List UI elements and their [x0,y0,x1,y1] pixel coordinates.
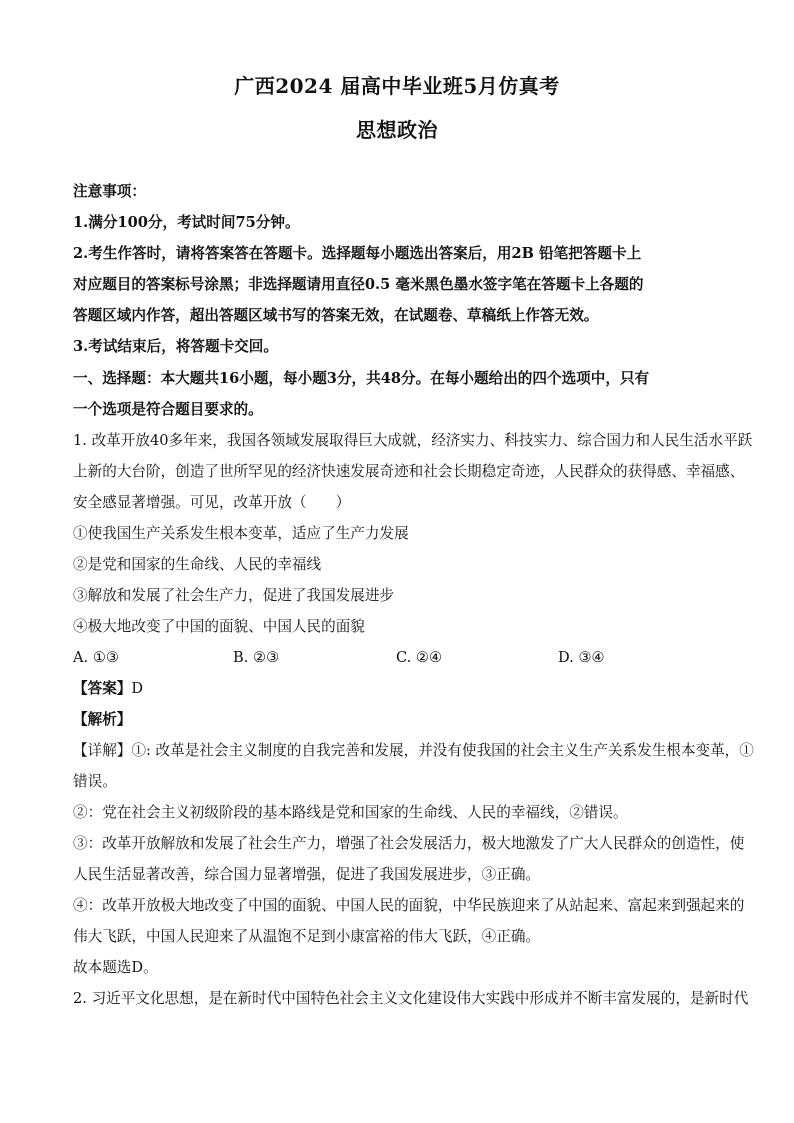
q1-stem-line-1: 1. 改革开放40多年来，我国各领域发展取得巨大成就，经济实力、科技实力、综合国力和人民生活水平跃 [73,432,753,449]
q2-stem-line-1: 2. 习近平文化思想，是在新时代中国特色社会主义文化建设伟大实践中形成并不断丰富发展的，是新时代 [73,990,749,1007]
notice-item-2-line-2: 对应题目的答案标号涂黑；非选择题请用直径0.5 毫米黑色墨水签字笔在答题卡上各题的 [73,276,644,293]
q1-conclusion: 故本题选D。 [73,959,158,976]
exam-subject: 思想政治 [356,118,438,142]
q1-stem-line-3: 安全感显著增强。可见，改革开放（ ） [73,494,351,511]
q1-statement-4: ④极大地改变了中国的面貌、中国人民的面貌 [73,618,365,635]
q1-statement-1: ①使我国生产关系发生根本变革，适应了生产力发展 [73,525,409,542]
q1-option-d: D. ③④ [558,649,605,666]
notice-heading: 注意事项： [73,183,146,200]
section-heading-line-1: 一、选择题：本大题共16小题，每小题3分，共48分。在每小题给出的四个选项中，只有 [73,370,650,387]
q1-detail-1-line-1: 【详解】①: 改革是社会主义制度的自我完善和发展，并没有使我国的社会主义生产关系发生根本变革，① [73,742,754,759]
q1-stem-line-2: 上新的大台阶，创造了世所罕见的经济快速发展奇迹和社会长期稳定奇迹，人民群众的获得感、幸福感、 [73,463,745,480]
q1-detail-1-line-2: 错误。 [73,773,117,790]
exam-title: 广西2024 届高中毕业班5月仿真考 [234,74,560,98]
q1-detail-3-line-2: 人民生活显著改善，综合国力显著增强，促进了我国发展进步，③正确。 [73,866,541,883]
answer-value: D [131,680,144,697]
q1-detail-4-line-2: 伟大飞跃，中国人民迎来了从温饱不足到小康富裕的伟大飞跃，④正确。 [73,928,541,945]
notice-item-2-line-1: 2.考生作答时，请将答案答在答题卡。选择题每小题选出答案后，用2B 铅笔把答题卡上 [73,245,642,262]
q1-statement-2: ②是党和国家的生命线、人民的幸福线 [73,556,322,573]
q1-option-a: A. ①③ [73,649,119,666]
notice-item-2-line-3: 答题区域内作答，超出答题区域书写的答案无效，在试题卷、草稿纸上作答无效。 [73,307,599,324]
q1-option-b: B. ②③ [233,649,280,666]
answer-label: 【答案】 [73,680,132,697]
notice-item-1: 1.满分100分，考试时间75分钟。 [73,214,300,231]
q1-detail-4-line-1: ④：改革开放极大地改变了中国的面貌、中国人民的面貌，中华民族迎来了从站起来、富起来到强起来的 [73,897,745,914]
q1-analysis-label: 【解析】 [73,711,132,728]
q1-statement-3: ③解放和发展了社会生产力，促进了我国发展进步 [73,587,395,604]
section-heading-line-2: 一个选项是符合题目要求的。 [73,401,263,418]
q1-detail-2: ②：党在社会主义初级阶段的基本路线是党和国家的生命线、人民的幸福线，②错误。 [73,804,628,821]
q1-detail-3-line-1: ③：改革开放解放和发展了社会生产力，增强了社会发展活力，极大地激发了广大人民群众的创造性，使 [73,835,745,852]
notice-item-3: 3.考试结束后，将答题卡交回。 [73,338,278,355]
q1-option-c: C. ②④ [396,649,443,666]
q1-answer [73,679,733,699]
